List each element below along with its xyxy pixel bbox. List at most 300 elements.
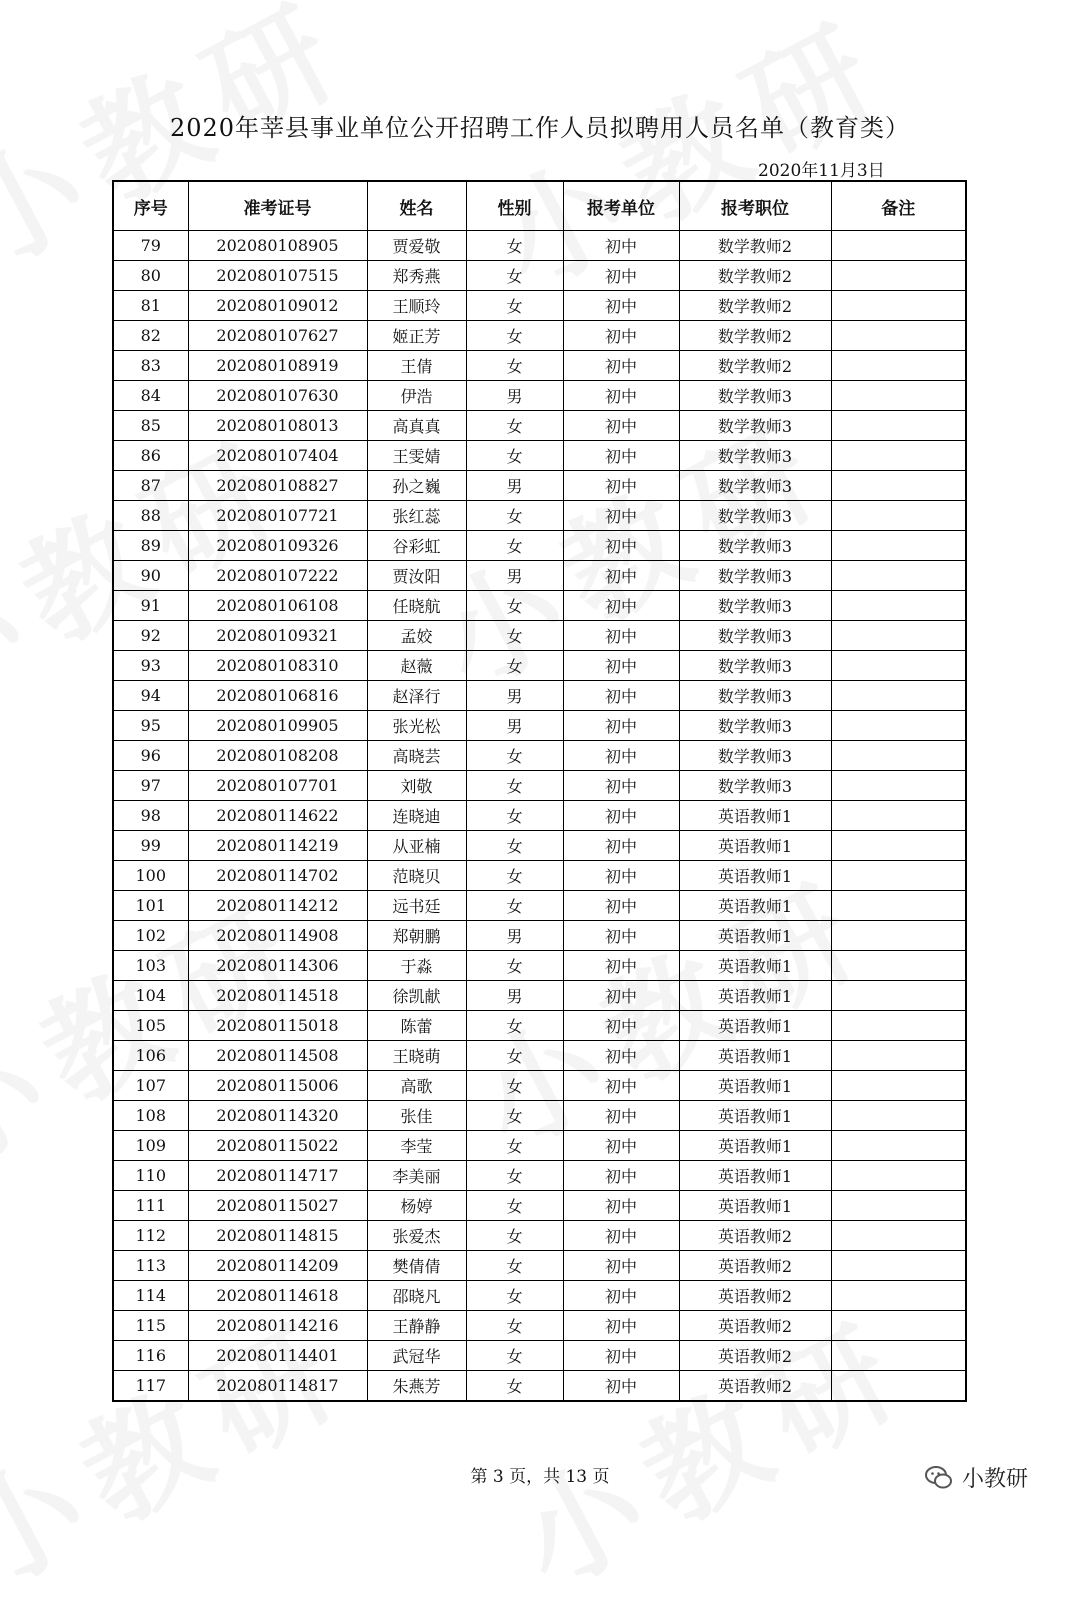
cell-position: 数学教师3 [679, 471, 831, 501]
cell-position: 英语教师2 [679, 1251, 831, 1281]
header-unit: 报考单位 [563, 181, 679, 231]
cell-gender: 女 [466, 231, 563, 261]
cell-name: 高晓芸 [367, 741, 466, 771]
cell-remarks [831, 381, 966, 411]
cell-unit: 初中 [563, 591, 679, 621]
cell-position: 数学教师2 [679, 231, 831, 261]
table-row [113, 351, 966, 381]
cell-seq: 97 [113, 771, 188, 801]
cell-exam-id: 202080114219 [188, 831, 367, 861]
cell-gender: 男 [466, 711, 563, 741]
cell-position: 数学教师2 [679, 321, 831, 351]
cell-gender: 女 [466, 741, 563, 771]
cell-remarks [831, 501, 966, 531]
cell-remarks [831, 801, 966, 831]
table-row [113, 981, 966, 1011]
cell-exam-id: 202080108208 [188, 741, 367, 771]
cell-position: 数学教师3 [679, 741, 831, 771]
cell-remarks [831, 291, 966, 321]
cell-seq: 104 [113, 981, 188, 1011]
cell-remarks [831, 591, 966, 621]
cell-name: 任晓航 [367, 591, 466, 621]
table-row [113, 411, 966, 441]
cell-position: 英语教师1 [679, 861, 831, 891]
cell-seq: 110 [113, 1161, 188, 1191]
cell-seq: 114 [113, 1281, 188, 1311]
cell-position: 英语教师1 [679, 1071, 831, 1101]
cell-unit: 初中 [563, 411, 679, 441]
cell-gender: 男 [466, 561, 563, 591]
cell-remarks [831, 471, 966, 501]
table-row [113, 441, 966, 471]
cell-position: 英语教师1 [679, 1101, 831, 1131]
cell-unit: 初中 [563, 741, 679, 771]
cell-gender: 女 [466, 951, 563, 981]
cell-seq: 90 [113, 561, 188, 591]
cell-gender: 女 [466, 1221, 563, 1251]
header-position: 报考职位 [679, 181, 831, 231]
table-row [113, 621, 966, 651]
cell-unit: 初中 [563, 441, 679, 471]
cell-unit: 初中 [563, 681, 679, 711]
cell-unit: 初中 [563, 291, 679, 321]
cell-gender: 女 [466, 1161, 563, 1191]
table-row [113, 1341, 966, 1371]
cell-name: 王晓萌 [367, 1041, 466, 1071]
table-row [113, 1161, 966, 1191]
table-row [113, 231, 966, 261]
cell-remarks [831, 951, 966, 981]
cell-exam-id: 202080115027 [188, 1191, 367, 1221]
cell-gender: 男 [466, 681, 563, 711]
cell-unit: 初中 [563, 1041, 679, 1071]
table-row [113, 681, 966, 711]
cell-remarks [831, 1161, 966, 1191]
cell-remarks [831, 1191, 966, 1221]
cell-name: 李莹 [367, 1131, 466, 1161]
cell-remarks [831, 1371, 966, 1402]
cell-exam-id: 202080109012 [188, 291, 367, 321]
table-row [113, 1101, 966, 1131]
cell-gender: 女 [466, 1341, 563, 1371]
cell-seq: 96 [113, 741, 188, 771]
cell-gender: 女 [466, 501, 563, 531]
cell-exam-id: 202080114717 [188, 1161, 367, 1191]
cell-seq: 82 [113, 321, 188, 351]
cell-exam-id: 202080114518 [188, 981, 367, 1011]
cell-unit: 初中 [563, 861, 679, 891]
header-gender: 性别 [466, 181, 563, 231]
cell-name: 王静静 [367, 1311, 466, 1341]
cell-exam-id: 202080114618 [188, 1281, 367, 1311]
table-row [113, 921, 966, 951]
cell-exam-id: 202080114320 [188, 1101, 367, 1131]
cell-remarks [831, 651, 966, 681]
cell-position: 数学教师3 [679, 501, 831, 531]
cell-unit: 初中 [563, 1221, 679, 1251]
brand-badge [924, 1462, 1028, 1493]
cell-position: 数学教师3 [679, 381, 831, 411]
cell-unit: 初中 [563, 1101, 679, 1131]
cell-exam-id: 202080115022 [188, 1131, 367, 1161]
cell-exam-id: 202080114622 [188, 801, 367, 831]
cell-exam-id: 202080114306 [188, 951, 367, 981]
cell-exam-id: 202080115018 [188, 1011, 367, 1041]
cell-name: 从亚楠 [367, 831, 466, 861]
cell-unit: 初中 [563, 921, 679, 951]
table-row [113, 891, 966, 921]
cell-position: 英语教师2 [679, 1281, 831, 1311]
cell-position: 英语教师1 [679, 1161, 831, 1191]
cell-seq: 87 [113, 471, 188, 501]
cell-seq: 111 [113, 1191, 188, 1221]
cell-name: 孟姣 [367, 621, 466, 651]
cell-exam-id: 202080107627 [188, 321, 367, 351]
cell-position: 数学教师2 [679, 291, 831, 321]
cell-position: 数学教师3 [679, 621, 831, 651]
table-row [113, 771, 966, 801]
header-seq: 序号 [113, 181, 188, 231]
cell-unit: 初中 [563, 981, 679, 1011]
cell-name: 高真真 [367, 411, 466, 441]
cell-name: 刘敬 [367, 771, 466, 801]
cell-remarks [831, 681, 966, 711]
cell-gender: 女 [466, 1041, 563, 1071]
cell-unit: 初中 [563, 831, 679, 861]
cell-unit: 初中 [563, 321, 679, 351]
cell-unit: 初中 [563, 1011, 679, 1041]
cell-seq: 100 [113, 861, 188, 891]
cell-name: 孙之巍 [367, 471, 466, 501]
cell-seq: 94 [113, 681, 188, 711]
cell-name: 高歌 [367, 1071, 466, 1101]
cell-seq: 99 [113, 831, 188, 861]
cell-seq: 83 [113, 351, 188, 381]
cell-unit: 初中 [563, 1161, 679, 1191]
page-number: 第 3 页，共 13 页 [470, 1467, 610, 1487]
table-row [113, 711, 966, 741]
cell-seq: 106 [113, 1041, 188, 1071]
document-title: 2020年莘县事业单位公开招聘工作人员拟聘用人员名单（教育类） [169, 114, 911, 142]
cell-remarks [831, 411, 966, 441]
cell-name: 郑朝鹏 [367, 921, 466, 951]
cell-position: 数学教师2 [679, 351, 831, 381]
cell-exam-id: 202080114401 [188, 1341, 367, 1371]
cell-exam-id: 202080114216 [188, 1311, 367, 1341]
cell-exam-id: 202080107404 [188, 441, 367, 471]
cell-name: 张红蕊 [367, 501, 466, 531]
cell-gender: 女 [466, 351, 563, 381]
table-row [113, 531, 966, 561]
cell-exam-id: 202080109905 [188, 711, 367, 741]
cell-seq: 108 [113, 1101, 188, 1131]
cell-exam-id: 202080109326 [188, 531, 367, 561]
header-exam-id: 准考证号 [188, 181, 367, 231]
cell-position: 英语教师1 [679, 891, 831, 921]
table-row [113, 1131, 966, 1161]
cell-name: 远书廷 [367, 891, 466, 921]
cell-gender: 女 [466, 441, 563, 471]
cell-remarks [831, 1251, 966, 1281]
cell-unit: 初中 [563, 1071, 679, 1101]
table-row [113, 381, 966, 411]
cell-gender: 女 [466, 321, 563, 351]
cell-position: 英语教师1 [679, 801, 831, 831]
cell-name: 王雯婧 [367, 441, 466, 471]
cell-unit: 初中 [563, 261, 679, 291]
cell-seq: 112 [113, 1221, 188, 1251]
cell-gender: 女 [466, 291, 563, 321]
table-row [113, 1011, 966, 1041]
cell-position: 数学教师3 [679, 651, 831, 681]
cell-gender: 女 [466, 891, 563, 921]
cell-seq: 113 [113, 1251, 188, 1281]
cell-gender: 男 [466, 471, 563, 501]
cell-gender: 女 [466, 861, 563, 891]
cell-name: 张爱杰 [367, 1221, 466, 1251]
cell-position: 英语教师1 [679, 1131, 831, 1161]
cell-remarks [831, 1041, 966, 1071]
cell-position: 英语教师2 [679, 1221, 831, 1251]
cell-name: 樊倩倩 [367, 1251, 466, 1281]
cell-gender: 女 [466, 621, 563, 651]
cell-name: 徐凯献 [367, 981, 466, 1011]
cell-name: 赵泽行 [367, 681, 466, 711]
cell-seq: 105 [113, 1011, 188, 1041]
cell-gender: 女 [466, 1071, 563, 1101]
cell-name: 郑秀燕 [367, 261, 466, 291]
cell-seq: 102 [113, 921, 188, 951]
cell-remarks [831, 441, 966, 471]
table-row [113, 501, 966, 531]
table-row [113, 561, 966, 591]
cell-seq: 93 [113, 651, 188, 681]
cell-gender: 女 [466, 651, 563, 681]
cell-position: 数学教师3 [679, 771, 831, 801]
cell-position: 英语教师2 [679, 1311, 831, 1341]
cell-exam-id: 202080108905 [188, 231, 367, 261]
cell-unit: 初中 [563, 621, 679, 651]
cell-position: 英语教师1 [679, 1011, 831, 1041]
cell-seq: 107 [113, 1071, 188, 1101]
cell-remarks [831, 1011, 966, 1041]
cell-name: 伊浩 [367, 381, 466, 411]
cell-seq: 85 [113, 411, 188, 441]
table-row [113, 831, 966, 861]
cell-remarks [831, 1221, 966, 1251]
header-remarks: 备注 [831, 181, 966, 231]
cell-gender: 女 [466, 801, 563, 831]
cell-exam-id: 202080114815 [188, 1221, 367, 1251]
cell-gender: 女 [466, 831, 563, 861]
cell-remarks [831, 861, 966, 891]
cell-seq: 92 [113, 621, 188, 651]
cell-remarks [831, 921, 966, 951]
cell-seq: 84 [113, 381, 188, 411]
cell-unit: 初中 [563, 1191, 679, 1221]
cell-exam-id: 202080107630 [188, 381, 367, 411]
table-row [113, 291, 966, 321]
cell-exam-id: 202080114702 [188, 861, 367, 891]
cell-name: 贾汝阳 [367, 561, 466, 591]
cell-unit: 初中 [563, 711, 679, 741]
cell-name: 赵薇 [367, 651, 466, 681]
table-row [113, 321, 966, 351]
cell-gender: 女 [466, 591, 563, 621]
cell-position: 英语教师1 [679, 1191, 831, 1221]
cell-unit: 初中 [563, 381, 679, 411]
cell-seq: 116 [113, 1341, 188, 1371]
cell-position: 数学教师3 [679, 441, 831, 471]
cell-remarks [831, 531, 966, 561]
cell-exam-id: 202080108310 [188, 651, 367, 681]
cell-remarks [831, 1101, 966, 1131]
cell-seq: 109 [113, 1131, 188, 1161]
cell-exam-id: 202080106108 [188, 591, 367, 621]
table-row [113, 861, 966, 891]
cell-seq: 86 [113, 441, 188, 471]
cell-seq: 117 [113, 1371, 188, 1402]
cell-gender: 女 [466, 1371, 563, 1402]
table-row [113, 1371, 966, 1402]
cell-remarks [831, 831, 966, 861]
cell-unit: 初中 [563, 501, 679, 531]
cell-remarks [831, 981, 966, 1011]
cell-name: 张佳 [367, 1101, 466, 1131]
cell-exam-id: 202080114212 [188, 891, 367, 921]
cell-position: 数学教师2 [679, 261, 831, 291]
table-row [113, 651, 966, 681]
cell-exam-id: 202080107701 [188, 771, 367, 801]
cell-unit: 初中 [563, 771, 679, 801]
cell-unit: 初中 [563, 1251, 679, 1281]
table-row [113, 1041, 966, 1071]
cell-seq: 101 [113, 891, 188, 921]
cell-position: 英语教师1 [679, 831, 831, 861]
document-date: 2020年11月3日 [758, 161, 885, 181]
cell-position: 数学教师3 [679, 591, 831, 621]
cell-unit: 初中 [563, 1281, 679, 1311]
cell-name: 王顺玲 [367, 291, 466, 321]
cell-name: 连晓迪 [367, 801, 466, 831]
table-row [113, 471, 966, 501]
cell-remarks [831, 741, 966, 771]
cell-remarks [831, 1311, 966, 1341]
cell-exam-id: 202080108827 [188, 471, 367, 501]
table-row [113, 1071, 966, 1101]
cell-name: 于淼 [367, 951, 466, 981]
cell-remarks [831, 1131, 966, 1161]
brand-label: 小教研 [962, 1467, 1029, 1492]
cell-name: 王倩 [367, 351, 466, 381]
cell-remarks [831, 261, 966, 291]
cell-gender: 女 [466, 1251, 563, 1281]
table-row [113, 591, 966, 621]
cell-exam-id: 202080115006 [188, 1071, 367, 1101]
table-row [113, 1311, 966, 1341]
table-header-row [113, 181, 966, 231]
table-row [113, 1251, 966, 1281]
table-row [113, 801, 966, 831]
cell-seq: 79 [113, 231, 188, 261]
cell-exam-id: 202080109321 [188, 621, 367, 651]
wechat-icon [924, 1463, 954, 1493]
cell-name: 范晓贝 [367, 861, 466, 891]
cell-exam-id: 202080107721 [188, 501, 367, 531]
cell-gender: 女 [466, 1311, 563, 1341]
table-row [113, 951, 966, 981]
cell-seq: 91 [113, 591, 188, 621]
cell-seq: 80 [113, 261, 188, 291]
cell-gender: 女 [466, 531, 563, 561]
cell-position: 数学教师3 [679, 681, 831, 711]
table-row [113, 741, 966, 771]
cell-remarks [831, 621, 966, 651]
cell-exam-id: 202080114817 [188, 1371, 367, 1402]
cell-exam-id: 202080107222 [188, 561, 367, 591]
cell-position: 英语教师1 [679, 921, 831, 951]
cell-position: 英语教师1 [679, 951, 831, 981]
cell-unit: 初中 [563, 561, 679, 591]
table-row [113, 1191, 966, 1221]
cell-gender: 男 [466, 381, 563, 411]
cell-name: 朱燕芳 [367, 1371, 466, 1402]
cell-position: 数学教师3 [679, 711, 831, 741]
cell-unit: 初中 [563, 351, 679, 381]
cell-gender: 男 [466, 921, 563, 951]
cell-gender: 女 [466, 1191, 563, 1221]
cell-exam-id: 202080108919 [188, 351, 367, 381]
cell-name: 姬正芳 [367, 321, 466, 351]
table-row [113, 1221, 966, 1251]
cell-name: 杨婷 [367, 1191, 466, 1221]
cell-unit: 初中 [563, 531, 679, 561]
cell-name: 谷彩虹 [367, 531, 466, 561]
cell-seq: 115 [113, 1311, 188, 1341]
cell-exam-id: 202080108013 [188, 411, 367, 441]
cell-gender: 女 [466, 411, 563, 441]
cell-seq: 88 [113, 501, 188, 531]
cell-gender: 女 [466, 1281, 563, 1311]
cell-exam-id: 202080114908 [188, 921, 367, 951]
cell-unit: 初中 [563, 1131, 679, 1161]
cell-gender: 女 [466, 1131, 563, 1161]
cell-position: 数学教师3 [679, 561, 831, 591]
cell-name: 陈蕾 [367, 1011, 466, 1041]
cell-remarks [831, 711, 966, 741]
cell-remarks [831, 771, 966, 801]
cell-position: 英语教师1 [679, 1041, 831, 1071]
cell-position: 英语教师2 [679, 1341, 831, 1371]
cell-unit: 初中 [563, 891, 679, 921]
cell-gender: 女 [466, 1101, 563, 1131]
table-row [113, 261, 966, 291]
cell-name: 张光松 [367, 711, 466, 741]
cell-unit: 初中 [563, 231, 679, 261]
cell-remarks [831, 351, 966, 381]
cell-unit: 初中 [563, 801, 679, 831]
cell-position: 英语教师2 [679, 1371, 831, 1402]
cell-exam-id: 202080114209 [188, 1251, 367, 1281]
cell-name: 李美丽 [367, 1161, 466, 1191]
cell-position: 数学教师3 [679, 411, 831, 441]
cell-unit: 初中 [563, 471, 679, 501]
cell-seq: 98 [113, 801, 188, 831]
cell-gender: 女 [466, 261, 563, 291]
cell-gender: 女 [466, 1011, 563, 1041]
cell-position: 数学教师3 [679, 531, 831, 561]
cell-gender: 男 [466, 981, 563, 1011]
